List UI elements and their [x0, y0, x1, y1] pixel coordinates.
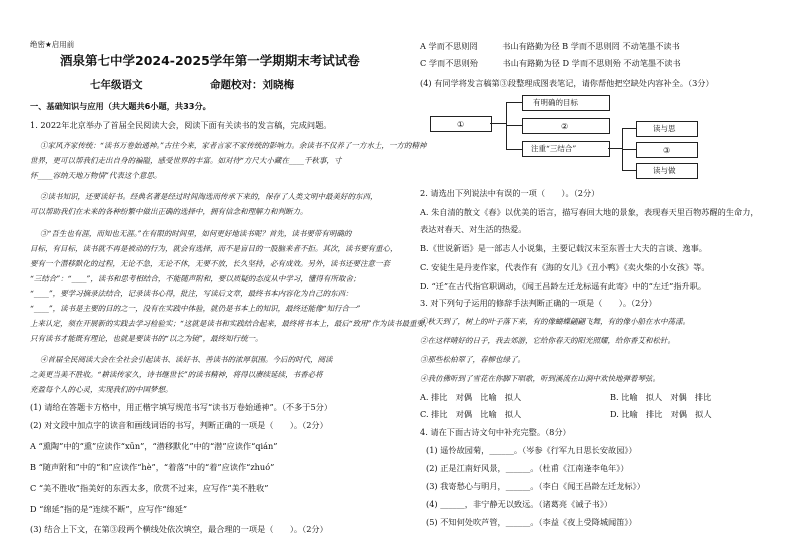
- para-1-line: ①家风齐家传统：“读书万卷始通神。”古往今来，家者言家不家传统的影响力。余读书不仅养了一方水土，一方的精神: [40, 141, 427, 150]
- question-1-3: (3) 结合上下文，在第③段两个横线处依次填空，最合理的一项是（ ）。（2分）: [30, 524, 328, 534]
- three-combine-box: 注重“三结合”: [522, 141, 610, 157]
- question-1-1: (1) 请给在答题卡方格中，用正楷字填写规范书写“读书万卷始通神”。（不多于5分）: [30, 402, 333, 412]
- para-3-line: “____”，要学习摘录法结合，记录读书心得，批注，写读后文章，最终书本内容化为自己的东西：: [30, 289, 353, 298]
- q3-option-a: A. 排比 对偶 比喻 拟人: [420, 392, 522, 402]
- connector-line: [622, 128, 636, 129]
- para-1-line: 世界，更可以帮我们走出自身的褊隘，感受世界的丰富。如对待“方尺大小藏在____千秋事，寸: [30, 156, 342, 165]
- option-a: A “熏陶”中的“熏”应读作“xūn”，“潜移默化”中的“潜”应读作“qián”: [30, 441, 278, 451]
- connector-line: [608, 148, 622, 149]
- connector-line: [506, 102, 507, 150]
- q2-option-a-cont: 表达对春天、对生活的热爱。: [420, 224, 527, 234]
- option-d: D “绵延”指的是“连续不断”，应写作“绵延”: [30, 504, 188, 514]
- para-4-line: 充盈每个人的心灵，实现我们的中国梦想。: [30, 385, 173, 394]
- q2-option-b: B.《世说新语》是一部志人小说集，主要记载汉末至东晋士大夫的言谈、逸事。: [420, 243, 707, 253]
- sentence-3: ③那些松柏翠了，春柳也绿了。: [420, 355, 525, 364]
- fill-blank-5: (5) 不知何处吹芦管，______。（李益《夜上受降城闻笛》）: [426, 517, 637, 527]
- q2-option-a: A. 朱自清的散文《春》以优美的语言，描写春回大地的景象，表现春天里百物苏醒的生命力，: [420, 207, 759, 217]
- q3-option-b: B. 比喻 拟人 对偶 排比: [610, 392, 712, 402]
- para-3-line: “____”，读书是主要的目的之一，没有在实践中体验，就仍是书本上的知识，最终还能像“知行合一”: [30, 304, 361, 313]
- blank-box-3: ③: [636, 142, 698, 158]
- connector-line: [622, 170, 636, 171]
- option-row-ab: A 学而不思则罔 书山有路勤为径 B 学而不思则罔 不动笔墨不读书: [420, 41, 680, 51]
- question-4: 4. 请在下面古诗文句中补充完整。（8分）: [420, 427, 571, 437]
- sentence-1: ①秋天到了，树上的叶子落下来，有的像蝴蝶翩翩飞舞，有的像小船在水中荡漾。: [420, 317, 690, 326]
- fill-blank-4: (4) ______，非宁静无以致远。（诸葛亮《诫子书》）: [426, 499, 613, 509]
- question-2: 2. 请选出下列说法中有误的一项（ ）。（2分）: [420, 188, 600, 198]
- para-1-line: 怀____容纳天地万物情”代表这个意思。: [30, 171, 162, 180]
- connector-line: [506, 125, 522, 126]
- q2-option-d: D. “迁”在古代指官职调动，《闻王昌龄左迁龙标遥有此寄》中的“左迁”指升职。: [420, 281, 707, 291]
- para-3-line: 目标，有目标，读书就不再是被动的行为，就会有选择，而不是盲目的一股脑来者不拒。其次，读书要有重心，: [30, 244, 398, 253]
- para-2-line: 可以帮助我们在未来的各种纷繁中做出正确的选择中，拥有信念和理解力和判断力。: [30, 207, 308, 216]
- fill-blank-3: (3) 我寄愁心与明月，______。（李白《闻王昌龄左迁龙标》）: [426, 481, 645, 491]
- grade-label: 七年级语文: [90, 79, 143, 91]
- para-2-line: ②读书知识，还要读好书。经典名著是经过时间淘选而传承下来的，保存了人类文明中最美好的东西，: [40, 192, 378, 201]
- blank-box-2: ②: [522, 118, 610, 134]
- question-1-2: (2) 对文段中加点字的读音和画线词语的书写，判断正确的一项是（ ）。（2分）: [30, 420, 328, 430]
- question-3: 3. 对下列句子运用的修辞手法判断正确的一项是（ ）。（2分）: [420, 298, 657, 308]
- para-3-line: 上来认定，须在开展新的实践去学习检验实；“这就是读书和实践结合起来，最终将书本上，最后“致用”作为读书最重要，: [30, 319, 432, 328]
- page-title: 酒泉第七中学2024-2025学年第一学期期末考试试卷: [60, 53, 360, 68]
- q3-option-c: C. 排比 对偶 比喻 拟人: [420, 409, 522, 419]
- option-c: C “美不胜收”指美好的东西太多，欣赏不过来，应写作“美不胜收”: [30, 483, 269, 493]
- section-heading: 一、基础知识与应用（共大题共6小题，共33分。: [30, 101, 211, 111]
- q2-option-c: C. 安徒生是丹麦作家，代表作有《海的女儿》《丑小鸭》《卖火柴的小女孩》等。: [420, 262, 710, 272]
- option-row-cd: C 学而不思则殆 书山有路勤为径 D 学而不思则殆 不动笔墨不读书: [420, 58, 681, 68]
- connector-line: [506, 149, 522, 150]
- para-3-line: 只有读书才能既有理论，也就是要读书的“以之为镜”，最终知行统一。: [30, 334, 263, 343]
- fill-blank-1: (1) 遥怜故园菊，______。（岑参《行军九日思长安故园》）: [426, 445, 637, 455]
- sentence-4: ④我仿佛听到了雪花在你脚下唱歌，听到溪流在山涧中欢快地弹着琴弦。: [420, 374, 660, 383]
- secret-label: 绝密★启用前: [30, 40, 75, 49]
- option-b: B “随声附和”中的“和”应读作“hè”，“着落”中的“着”应读作“zhuó”: [30, 462, 275, 472]
- question-1-4: (4) 有同学将发言稿第③段整理成图表笔记，请你帮他把空缺处内容补全。（3分）: [420, 78, 714, 88]
- read-think-box: 读与思: [636, 121, 698, 137]
- read-do-box: 读与做: [636, 163, 698, 179]
- sentence-2: ②在这样晴好的日子，我去郊游，它给你春天的阳光照耀，给你香艾和松针。: [420, 336, 675, 345]
- connector-line: [622, 149, 636, 150]
- connector-line: [506, 102, 522, 103]
- connector-line: [490, 123, 506, 124]
- question-1-intro: 1. 2022年北京举办了首届全民阅读大会，阅读下面有关读书的发言稿，完成问题。: [30, 120, 332, 130]
- para-4-line: 之美更当美不胜收。“耕读传家久，诗书继世长”的读书精神，将得以赓续延续，书香必将: [30, 370, 323, 379]
- para-3-line: ③“吾生也有涯，而知也无涯。”在有限的时间里，如何更好地读书呢？首先，读书要带有明确的: [40, 229, 352, 238]
- para-4-line: ④首届全民阅读大会在全社会引起读书、读好书、善读书的浓厚氛围。今后的时代，阅读: [40, 355, 333, 364]
- para-3-line: “三结合”：“____”，读书和思考相结合，不能随声附和，要以质疑的态度从中学习，懂得有所取舍；: [30, 274, 361, 283]
- goal-box: 有明确的目标: [522, 95, 610, 111]
- q3-option-d: D. 比喻 排比 对偶 拟人: [610, 409, 712, 419]
- proof-label: 命题校对：刘晓梅: [210, 79, 294, 91]
- fill-blank-2: (2) 正是江南好风景，______。（杜甫《江南逢李龟年》）: [426, 463, 629, 473]
- para-3-line: 要有一个潜移默化的过程，无论不急，无论不休，无要不放，长久坚持，必有成效。另外，读书还要注意一套: [30, 259, 390, 268]
- blank-box-1: ①: [430, 116, 492, 132]
